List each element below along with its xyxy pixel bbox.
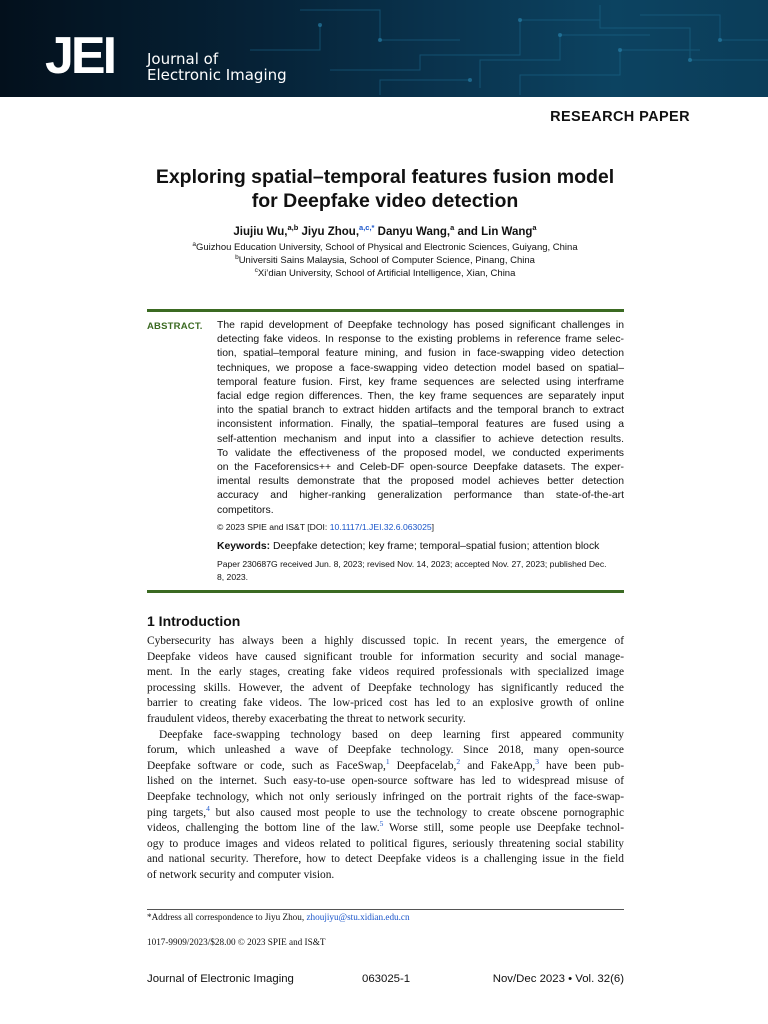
text-run: Worse still, some people use Deepfake technol-	[383, 822, 625, 835]
footnote-text: *Address all correspondence to Jiyu Zhou,	[147, 912, 305, 922]
abstract-line: techniques, we propose a face-swapping video detection model based on spatial–	[217, 362, 624, 374]
author-affil-mark[interactable]: a,c,*	[359, 223, 375, 232]
abstract-line: temporal feature fusion. First, key frame sequences are selected using interframe	[217, 376, 624, 388]
body-line: and national security. Therefore, how to detect Deepfake videos is a challenging issue in the field	[147, 853, 624, 866]
correspondence-email-link[interactable]: zhoujiyu@stu.xidian.edu.cn	[306, 912, 410, 922]
affil-text: Xi’dian University, School of Artificial Intelligence, Xian, China	[257, 268, 516, 280]
author-affil-mark: a,b	[287, 223, 299, 232]
abstract-line: self-attention mechanism and input into a classifier to achieve detection results.	[217, 433, 624, 445]
abstract-line: To validate the effectiveness of the proposed model, we conducted experiments	[217, 447, 624, 459]
received-line: 8, 2023.	[217, 571, 249, 582]
reference-link[interactable]: 2	[456, 756, 461, 766]
footer-journal: Journal of Electronic Imaging	[147, 973, 294, 985]
introduction-body	[147, 634, 624, 884]
body-line	[147, 756, 624, 775]
author-name: and Lin Wang	[457, 225, 533, 238]
body-line: Deepfake technology, which not only seriously infringed on the portrait rights of the face-swap-	[147, 790, 624, 803]
keywords-label: Keywords:	[217, 541, 271, 552]
abstract-label: ABSTRACT.	[147, 321, 203, 332]
author-name: Jiyu Zhou,	[301, 225, 360, 238]
received-line: Paper 230687G received Jun. 8, 2023; revised Nov. 14, 2023; accepted Nov. 27, 2023; published Dec.	[217, 559, 607, 569]
journal-name-line1: Journal of	[147, 50, 219, 68]
jei-logo: JEI	[45, 27, 115, 85]
abstract-line: competitors.	[217, 504, 274, 516]
doi-link[interactable]: 10.1117/1.JEI.32.6.063025	[329, 522, 432, 532]
text-run: Deepfacelab,	[389, 759, 457, 772]
copyright-line	[217, 522, 434, 532]
text-run: have been pub-	[539, 759, 624, 772]
body-line: Deepfake videos have caused significant trouble for information security and social manage-	[147, 650, 624, 663]
body-line: ment. In the early stages, creating fake videos required professionals with specialized image	[147, 666, 624, 679]
received-dates	[217, 558, 624, 583]
text-run: ping targets,	[147, 806, 207, 819]
footnote-rule	[147, 909, 624, 910]
body-line: fraudulent videos, thereby exacerbating the threat to network security.	[147, 712, 466, 725]
footer-page-number: 063025-1	[362, 973, 411, 985]
reference-link[interactable]: 3	[535, 756, 540, 766]
body-line: processing skills. However, the advent of Deepfake technology has significantly reduced the	[147, 681, 624, 694]
reference-link[interactable]: 4	[206, 803, 210, 813]
body-line	[147, 821, 624, 837]
journal-name-line2: Electronic Imaging	[147, 66, 287, 84]
abstract-line: The rapid development of Deepfake technology has posed significant challenges in	[217, 320, 624, 331]
abstract-line: inconsistent information. Finally, the spatial–temporal features are fused using a	[217, 419, 624, 431]
abstract-bottom-rule	[147, 590, 624, 593]
body-line	[147, 803, 624, 822]
abstract-line: on the Faceforensics++ and Celeb-DF open-source Deepfake datasets. The exper-	[217, 462, 624, 474]
affil-mark: a	[192, 241, 196, 248]
journal-name	[147, 51, 287, 83]
body-line: of network security and computer vision.	[147, 868, 335, 881]
author-affil-mark: a	[450, 223, 455, 232]
reference-link[interactable]: 5	[379, 819, 384, 829]
journal-banner	[0, 0, 768, 97]
keywords	[217, 541, 599, 552]
title-line: Exploring spatial–temporal features fusion model	[155, 166, 615, 188]
affil-mark: b	[235, 254, 239, 261]
affiliation	[100, 265, 670, 280]
abstract-line: into the spatial branch to extract hidden artifacts and the temporal branch to extract	[217, 405, 624, 417]
text-run: and FakeApp,	[460, 759, 536, 772]
abstract-line: accuracy and higher-ranking generalization performance than state-of-the-art	[217, 490, 624, 502]
author-name: Jiujiu Wu,	[233, 225, 288, 238]
affil-mark: c	[254, 267, 258, 274]
reference-link[interactable]: 1	[385, 756, 390, 766]
author-affil-mark: a	[532, 223, 537, 232]
footnote	[147, 912, 410, 922]
issn-line: 1017-9909/2023/$28.00 © 2023 SPIE and IS&T	[147, 937, 326, 947]
paper-title	[100, 166, 670, 213]
banner-circuit-pattern	[0, 0, 768, 97]
abstract-line: facial edge region differences. Then, the key frame sequences are separately input	[217, 391, 624, 403]
keywords-text: Deepfake detection; key frame; temporal–spatial fusion; attention block	[273, 541, 600, 552]
abstract-line: imental results demonstrate that the proposed model achieves better detection	[217, 476, 624, 488]
body-line: ogy to produce images and videos related to political figures, seriously threatening social stability	[147, 837, 624, 850]
author-name: Danyu Wang,	[377, 225, 451, 238]
text-run: Deepfake software or code, such as FaceSwap,	[147, 759, 386, 772]
copyright-text: © 2023 SPIE and IS&T [DOI:	[217, 522, 328, 532]
abstract-line: tion, spatial–temporal feature mining, and fusion in face-swapping video detection	[217, 348, 624, 360]
body-line: Cybersecurity has always been a highly discussed topic. In recent years, the emergence of	[147, 635, 624, 647]
affil-text: Guizhou Education University, School of Physical and Electronic Sciences, Guiyang, China	[196, 242, 578, 254]
abstract-text	[217, 319, 624, 518]
author-list	[100, 223, 670, 238]
body-line: Deepfake face-swapping technology based on deep learning first appeared community	[159, 728, 624, 741]
affil-text: Universiti Sains Malaysia, School of Computer Science, Pinang, China	[238, 255, 535, 267]
abstract-line: detecting fake videos. In response to the existing problems in reference frame selec-	[217, 334, 624, 346]
text-run: but also caused most people to use the technology to create obscene pornographic	[209, 806, 624, 819]
body-line: forum, which unleashed a wave of Deepfake technology. Since 2018, many open-source	[147, 744, 624, 757]
footer-issue: Nov/Dec 2023 • Vol. 32(6)	[492, 973, 624, 985]
section-heading: 1 Introduction	[147, 613, 241, 629]
text-run: videos, challenging the bottom line of the law.	[147, 822, 380, 835]
paper-type: RESEARCH PAPER	[550, 109, 690, 125]
abstract-top-rule	[147, 309, 624, 312]
copyright-end: ]	[431, 522, 435, 532]
body-line: lished on the internet. Such easy-to-use open-source software has led to widespread misuse of	[147, 775, 624, 788]
title-line: for Deepfake video detection	[251, 189, 519, 212]
body-line: barrier to creating fake videos. The low-priced cost has led to an explosive growth of online	[147, 697, 624, 710]
